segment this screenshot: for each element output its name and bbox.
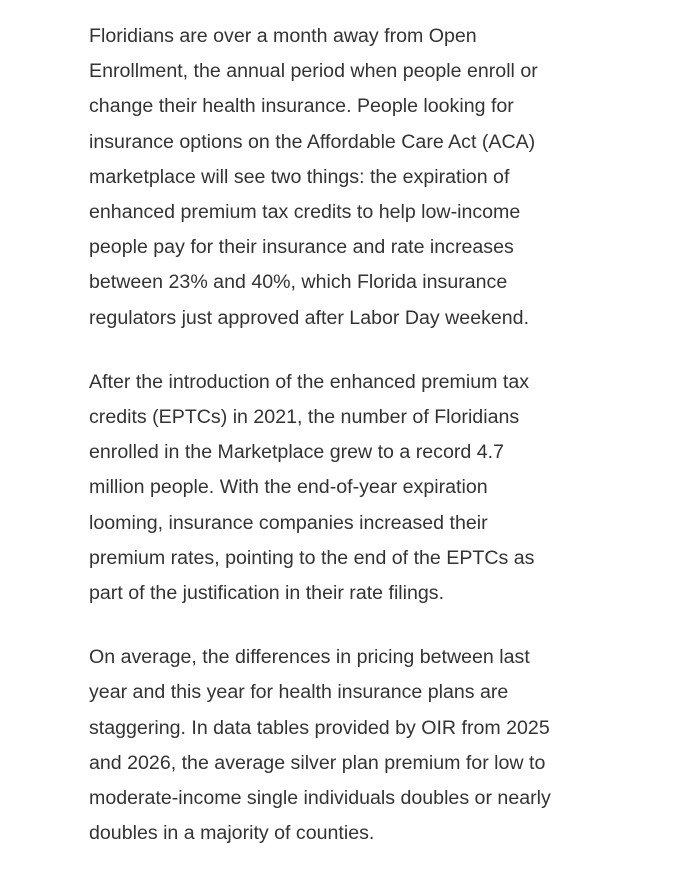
text-line: premium rates, pointing to the end of the EPTCs as — [89, 546, 535, 569]
text-line: insurance options on the Affordable Care Act (ACA) — [89, 130, 536, 153]
text-line: regulators just approved after Labor Day weekend. — [89, 306, 530, 329]
text-line: and 2026, the average silver plan premium for low to — [89, 751, 546, 774]
text-line: doubles in a majority of counties. — [89, 822, 375, 845]
text-line: year and this year for health insurance plans are — [89, 681, 509, 704]
text-line: change their health insurance. People looking for — [89, 95, 514, 118]
text-line: Enrollment, the annual period when people enroll or — [89, 60, 538, 83]
text-line: On average, the differences in pricing between last — [89, 646, 530, 669]
text-line: Floridians are over a month away from Open — [89, 25, 477, 47]
text-line: enrolled in the Marketplace grew to a record 4.7 — [89, 441, 504, 464]
article-body — [89, 19, 609, 851]
text-line: staggering. In data tables provided by OIR from 2025 — [89, 716, 550, 739]
text-line: people pay for their insurance and rate increases — [89, 236, 514, 259]
text-line: marketplace will see two things: the expiration of — [89, 165, 510, 188]
text-line: credits (EPTCs) in 2021, the number of Floridians — [89, 406, 520, 429]
text-line: between 23% and 40%, which Florida insurance — [89, 271, 508, 294]
text-line: looming, insurance companies increased their — [89, 511, 488, 534]
paragraph-open-enrollment — [89, 19, 609, 336]
text-line: part of the justification in their rate filings. — [89, 582, 445, 605]
paragraph-eptc-history — [89, 365, 609, 611]
text-line: million people. With the end-of-year expiration — [89, 476, 488, 499]
text-line: enhanced premium tax credits to help low-income — [89, 201, 521, 224]
text-line: After the introduction of the enhanced premium tax — [89, 370, 530, 393]
text-line: moderate-income single individuals doubles or nearly — [89, 787, 551, 810]
paragraph-pricing-differences — [89, 640, 609, 851]
